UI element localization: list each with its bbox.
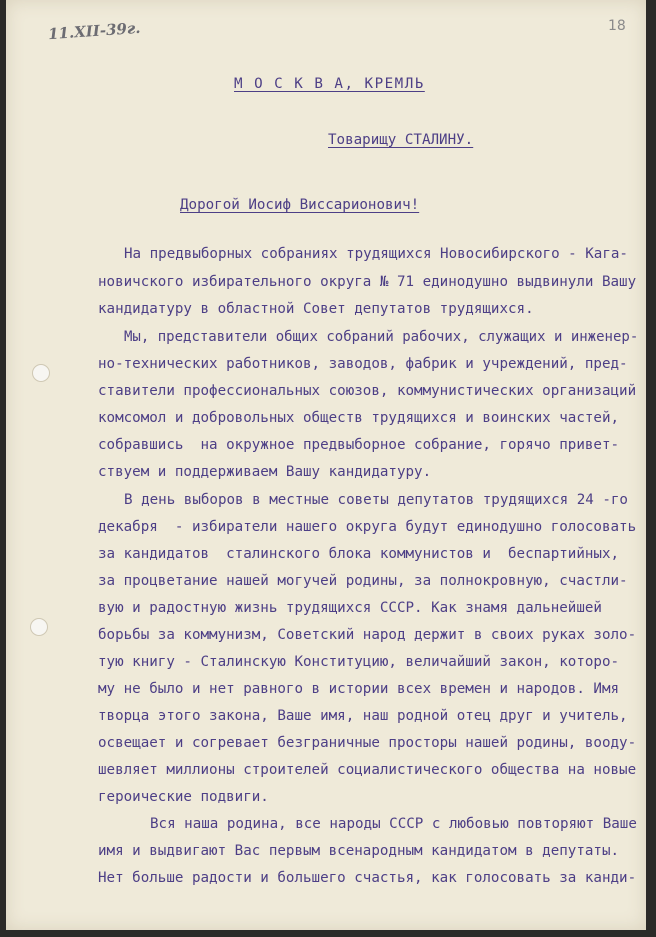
address-heading: М О С К В А, КРЕМЛЬ xyxy=(234,76,425,92)
body-line: тую книгу - Сталинскую Конституцию, величайший закон, которо- xyxy=(98,654,620,670)
page-number: 18 xyxy=(608,18,626,34)
body-line: новичского избирательного округа № 71 единодушно выдвинули Вашу xyxy=(98,274,637,290)
body-line: На предвыборных собраниях трудящихся Новосибирского - Кага- xyxy=(124,246,628,262)
body-line: кандидатуру в областной Совет депутатов трудящихся. xyxy=(98,301,534,317)
body-line: за процветание нашей могучей родины, за полнокровную, счастли- xyxy=(98,573,628,589)
body-line: ствуем и поддерживаем Вашу кандидатуру. xyxy=(98,464,432,480)
body-line: ставители профессиональных союзов, коммунистических организаций xyxy=(98,383,637,399)
body-line: декабря - избиратели нашего округа будут единодушно голосовать xyxy=(98,519,637,535)
salutation: Дорогой Иосиф Виссарионович! xyxy=(180,197,420,213)
body-line: творца этого закона, Ваше имя, наш родной отец друг и учитель, xyxy=(98,708,628,724)
body-line: но-технических работников, заводов, фабрик и учреждений, пред- xyxy=(98,356,628,372)
body-line: собравшись на окружное предвыборное собрание, горячо привет- xyxy=(98,437,620,453)
body-line: освещает и согревает безграничные просторы нашей родины, вооду- xyxy=(98,735,637,751)
body-line: за кандидатов сталинского блока коммунистов и беспартийных, xyxy=(98,546,620,562)
body-line: имя и выдвигают Вас первым всенародным кандидатом в депутаты. xyxy=(98,843,620,859)
body-line: му не было и нет равного в истории всех времен и народов. Имя xyxy=(98,681,620,697)
body-line: В день выборов в местные советы депутатов трудящихся 24 -го xyxy=(124,492,628,508)
handwritten-date: 11.XII-39г. xyxy=(47,18,142,44)
punch-hole-bottom xyxy=(30,618,48,636)
body-line: шевляет миллионы строителей социалистического общества на новые xyxy=(98,762,637,778)
recipient-heading: Товарищу СТАЛИНУ. xyxy=(328,132,474,148)
body-line: героические подвиги. xyxy=(98,789,269,805)
body-line: комсомол и добровольных обществ трудящихся и воинских частей, xyxy=(98,410,620,426)
body-line: Мы, представители общих собраний рабочих, служащих и инженер- xyxy=(124,329,639,345)
body-line: Вся наша родина, все народы СССР с любовью повторяют Ваше xyxy=(150,816,637,832)
body-line: Нет больше радости и большего счастья, как голосовать за канди- xyxy=(98,870,637,886)
body-line: вую и радостную жизнь трудящихся СССР. Как знамя дальнейшей xyxy=(98,600,602,616)
document-page xyxy=(6,0,646,930)
punch-hole-top xyxy=(32,364,50,382)
body-line: борьбы за коммунизм, Советский народ держит в своих руках золо- xyxy=(98,627,637,643)
